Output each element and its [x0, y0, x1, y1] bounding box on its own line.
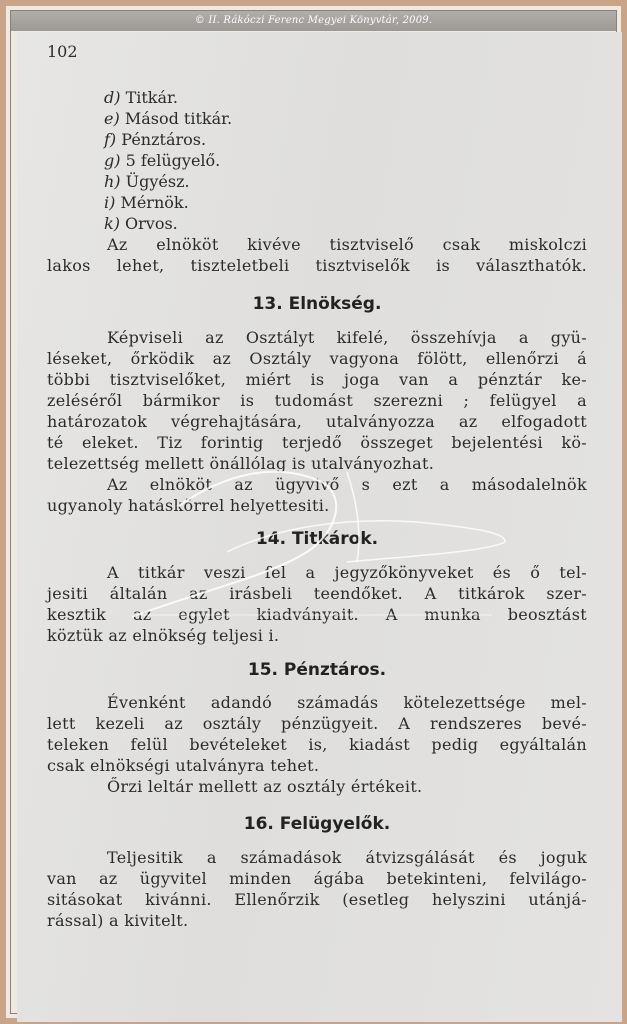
section-heading-13: 13. Elnökség.: [252, 294, 382, 314]
list-item: i) Mérnök.: [104, 193, 189, 212]
section-heading-16: 16. Felügyelők.: [243, 814, 391, 834]
section-13-paragraph-2: Az elnököt az ügyvivő s ezt a másodalelnök ugyanoly hatáskörrel helyettesiti.: [47, 475, 587, 515]
page-number: 102: [47, 42, 78, 61]
section-15-paragraph-1: Évenként adandó számadás kötelezettsége mel- lett kezeli az osztály pénzügyeit. A rendszeres bevé- teleken felül bevételeket is, kiadást pedig egyáltalán csak elnökségi utalványra tehet.: [47, 693, 587, 775]
list-item: e) Másod titkár.: [104, 109, 233, 128]
section-15-paragraph-2: Őrzi leltár mellett az osztály értékeit.: [107, 777, 423, 796]
copyright-bar: [11, 11, 616, 31]
watermark-scribble: [17, 32, 622, 1022]
list-item: f) Pénztáros.: [104, 130, 207, 149]
list-item: h) Ügyész.: [104, 172, 190, 191]
section-14-paragraph-1: A titkár veszi fel a jegyzőkönyveket és ő tel- jesiti általán az irásbeli teendőket. A titkárok szer- kesztik az egylet kiadványait. A munka beosztást köztük az elnökség teljesi i.: [47, 563, 587, 645]
copyright-notice: © II. Rákóczi Ferenc Megyei Könyvtár, 2009.: [194, 15, 433, 26]
section-13-paragraph-1: Képviseli az Osztályt kifelé, összehívja a gyü- léseket, őrködik az Osztály vagyona fölött, ellenőrzi á többi tisztviselőket, miért is joga van a pénztár ke- zeléséről bármikor is tudomást szerezni ; felügyel a határozatok végrehajtására, utalványozza az elfogadott té eleket. Tiz forintig terjedő összeget bejelentési kö- telezettség mellett önállólag is utalványozhat.: [47, 328, 587, 473]
section-heading-15: 15. Pénztáros.: [247, 660, 387, 680]
section-heading-14: 14. Titkárok.: [255, 529, 379, 549]
intro-paragraph: Az elnököt kivéve tisztviselő csak miskolczi lakos lehet, tiszteletbeli tisztviselők is választhatók.: [47, 235, 587, 275]
list-item: k) Orvos.: [104, 214, 178, 233]
list-item: g) 5 felügyelő.: [104, 151, 221, 170]
section-16-paragraph-1: Teljesitik a számadások átvizsgálását és joguk van az ügyvitel minden ágába betekinteni, felvilágo- sitásokat kivánni. Ellenőrzik (esetleg helyszini utánjá- rással) a kivitelt.: [47, 848, 587, 930]
book-page: [17, 32, 622, 1022]
list-item: d) Titkár.: [104, 88, 179, 107]
